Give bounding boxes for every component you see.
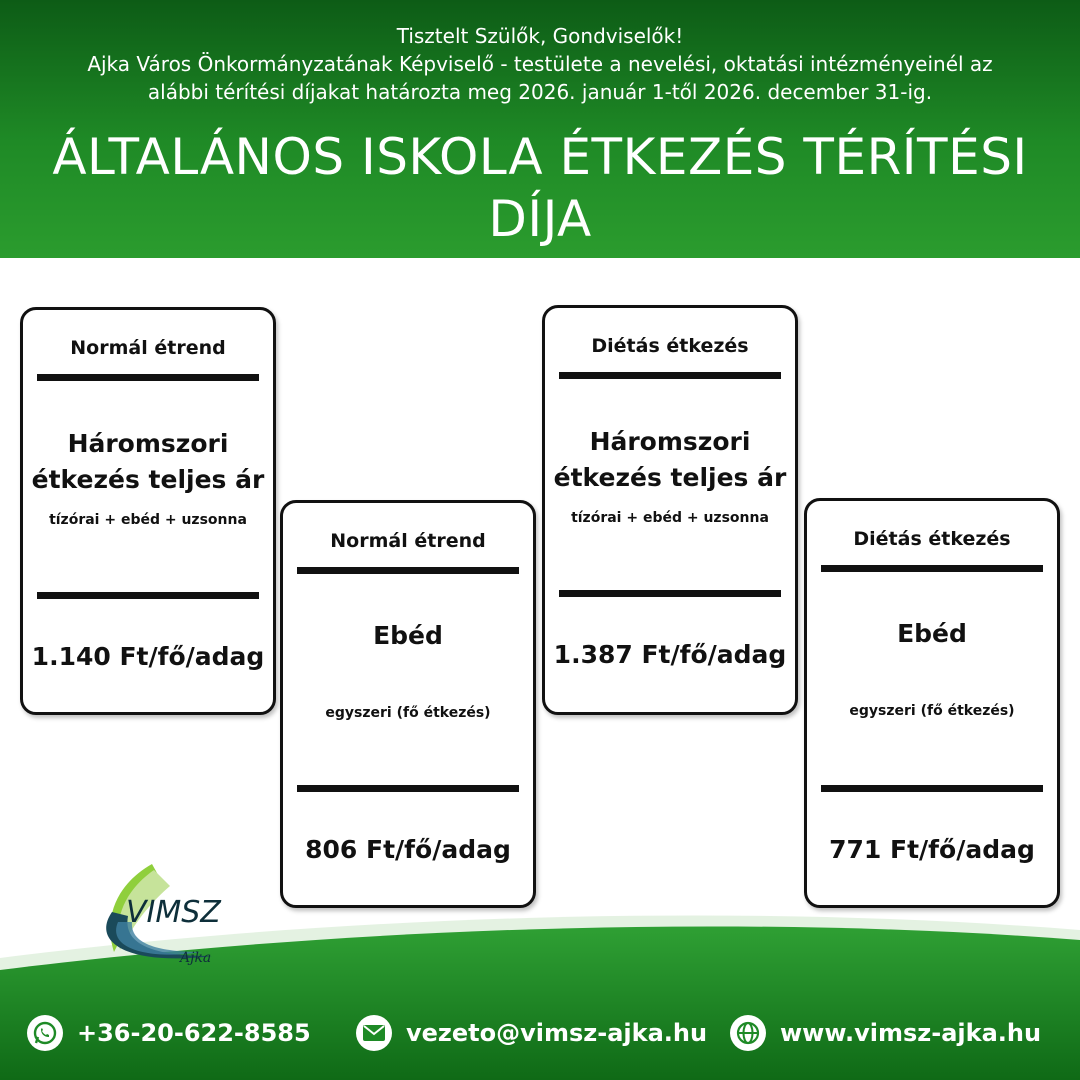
- page-title-line-2: DÍJA: [488, 190, 592, 248]
- header-banner: [0, 0, 1080, 258]
- card-divider: [37, 592, 259, 599]
- card-detail: egyszeri (fő étkezés): [325, 705, 491, 721]
- card-detail: egyszeri (fő étkezés): [849, 703, 1015, 719]
- card-main-line-2: étkezés teljes ár: [31, 465, 265, 494]
- page-title-line-1: ÁLTALÁNOS ISKOLA ÉTKEZÉS TÉRÍTÉSI: [52, 128, 1028, 186]
- whatsapp-icon: [27, 1015, 63, 1051]
- card-detail: tízórai + ebéd + uzsonna: [49, 512, 247, 528]
- intro-line-2: Ajka Város Önkormányzatának Képviselő - testülete a nevelési, oktatási intézményeinél az: [87, 52, 993, 76]
- page-title: [40, 126, 1040, 250]
- card-divider: [821, 785, 1043, 792]
- email-address: vezeto@vimsz-ajka.hu: [406, 1019, 708, 1047]
- footer-contacts: [0, 1005, 1080, 1065]
- card-main-line-1: Háromszori: [67, 429, 229, 458]
- phone-number: +36-20-622-8585: [77, 1019, 311, 1047]
- contact-phone[interactable]: [27, 1015, 311, 1051]
- vimsz-logo: [92, 852, 232, 970]
- logo-text: VIMSZ: [126, 895, 221, 930]
- logo-subtext: Ajka: [180, 950, 212, 966]
- card-title: Normál étrend: [330, 530, 486, 552]
- card-divider: [821, 565, 1043, 572]
- card-divider: [297, 567, 519, 574]
- price-card-diet-lunch: [804, 498, 1060, 908]
- card-main-line-1: Háromszori: [589, 427, 751, 456]
- price-card-normal-lunch: [280, 500, 536, 908]
- price-card-diet-full: [542, 305, 798, 715]
- intro-line-3: alábbi térítési díjakat határozta meg 2026. január 1-től 2026. december 31-ig.: [147, 80, 933, 104]
- card-detail: tízórai + ebéd + uzsonna: [571, 510, 769, 526]
- card-divider: [559, 372, 781, 379]
- card-divider: [297, 785, 519, 792]
- globe-icon: [730, 1015, 766, 1051]
- card-main-line-1: Ebéd: [373, 621, 443, 650]
- card-price: 806 Ft/fő/adag: [305, 835, 511, 864]
- card-main-line-1: Ebéd: [897, 619, 967, 648]
- vimsz-logo-mark: [92, 852, 232, 970]
- card-price: 1.387 Ft/fő/adag: [553, 640, 787, 669]
- card-main-line-2: étkezés teljes ár: [553, 463, 787, 492]
- intro-text: [0, 22, 1080, 106]
- card-price: 1.140 Ft/fő/adag: [31, 642, 265, 671]
- price-card-normal-full: [20, 307, 276, 715]
- card-title: Normál étrend: [70, 337, 226, 359]
- envelope-icon: [356, 1015, 392, 1051]
- contact-website[interactable]: [730, 1015, 1041, 1051]
- card-divider: [559, 590, 781, 597]
- contact-email[interactable]: [356, 1015, 707, 1051]
- intro-greeting: Tisztelt Szülők, Gondviselők!: [396, 24, 684, 48]
- card-title: Diétás étkezés: [853, 528, 1011, 550]
- card-price: 771 Ft/fő/adag: [829, 835, 1035, 864]
- card-divider: [37, 374, 259, 381]
- card-title: Diétás étkezés: [591, 335, 749, 357]
- website-url: www.vimsz-ajka.hu: [780, 1019, 1042, 1047]
